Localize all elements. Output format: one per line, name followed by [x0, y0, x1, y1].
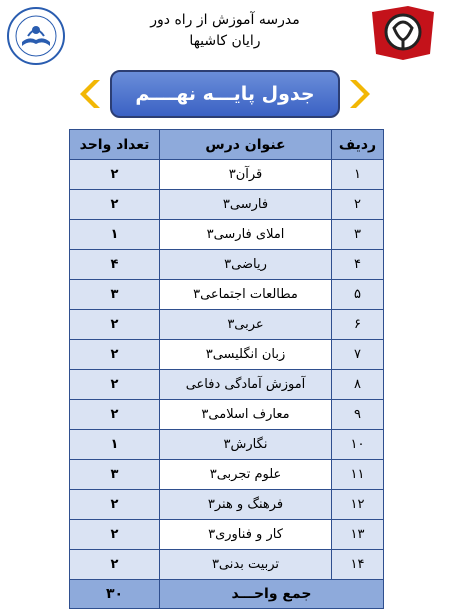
course-title: کار و فناوری۳: [160, 520, 332, 550]
course-title: زبان انگلیسی۳: [160, 340, 332, 370]
course-units: ۲: [70, 400, 160, 430]
course-title: معارف اسلامی۳: [160, 400, 332, 430]
title-banner: [78, 68, 372, 122]
header-line-1: مدرسه آموزش از راه دور: [150, 12, 300, 28]
table-row: [70, 490, 384, 520]
table-row: [70, 190, 384, 220]
course-title: فارسی۳: [160, 190, 332, 220]
table-row: [70, 370, 384, 400]
course-units: ۱: [70, 220, 160, 250]
row-number: ۱۴: [332, 550, 384, 580]
course-title: علوم تجربی۳: [160, 460, 332, 490]
row-number: ۵: [332, 280, 384, 310]
table-row: [70, 340, 384, 370]
course-title: قرآن۳: [160, 160, 332, 190]
header-units: تعداد واحد: [70, 130, 160, 160]
row-number: ۶: [332, 310, 384, 340]
row-number: ۱: [332, 160, 384, 190]
course-units: ۱: [70, 430, 160, 460]
table-row: [70, 430, 384, 460]
row-number: ۱۳: [332, 520, 384, 550]
table-row: [70, 160, 384, 190]
school-logo-right: [368, 2, 438, 64]
row-number: ۴: [332, 250, 384, 280]
course-title: آموزش آمادگی دفاعی: [160, 370, 332, 400]
row-number: ۷: [332, 340, 384, 370]
chevron-left-icon: [80, 78, 104, 110]
school-name-header: [120, 10, 330, 52]
grade-title: جدول پایـــه نهــــم: [110, 70, 340, 118]
course-units: ۲: [70, 370, 160, 400]
row-number: ۱۲: [332, 490, 384, 520]
course-units: ۲: [70, 340, 160, 370]
course-table: [69, 129, 384, 609]
table-row: [70, 250, 384, 280]
table-header-row: [70, 130, 384, 160]
course-units: ۴: [70, 250, 160, 280]
header-course-title: عنوان درس: [160, 130, 332, 160]
row-number: ۳: [332, 220, 384, 250]
total-row: [70, 580, 384, 609]
row-number: ۹: [332, 400, 384, 430]
total-units: ۳۰: [70, 580, 160, 609]
course-title: املای فارسی۳: [160, 220, 332, 250]
row-number: ۱۰: [332, 430, 384, 460]
course-title: عربی۳: [160, 310, 332, 340]
table-row: [70, 520, 384, 550]
course-title: تربیت بدنی۳: [160, 550, 332, 580]
chevron-right-icon: [346, 78, 370, 110]
row-number: ۸: [332, 370, 384, 400]
course-units: ۳: [70, 280, 160, 310]
header-line-2: رایان کاشیها: [189, 33, 261, 49]
table-row: [70, 280, 384, 310]
row-number: ۲: [332, 190, 384, 220]
course-title: ریاضی۳: [160, 250, 332, 280]
table-row: [70, 220, 384, 250]
header-row-number: ردیف: [332, 130, 384, 160]
table-row: [70, 550, 384, 580]
course-units: ۲: [70, 490, 160, 520]
row-number: ۱۱: [332, 460, 384, 490]
course-units: ۲: [70, 520, 160, 550]
course-units: ۲: [70, 160, 160, 190]
course-title: فرهنگ و هنر۳: [160, 490, 332, 520]
table-row: [70, 460, 384, 490]
course-units: ۲: [70, 310, 160, 340]
course-title: مطالعات اجتماعی۳: [160, 280, 332, 310]
course-units: ۲: [70, 550, 160, 580]
school-logo-left: [6, 6, 66, 66]
total-label: جمع واحـــد: [160, 580, 384, 609]
table-row: [70, 310, 384, 340]
course-units: ۳: [70, 460, 160, 490]
course-units: ۲: [70, 190, 160, 220]
course-title: نگارش۳: [160, 430, 332, 460]
table-row: [70, 400, 384, 430]
